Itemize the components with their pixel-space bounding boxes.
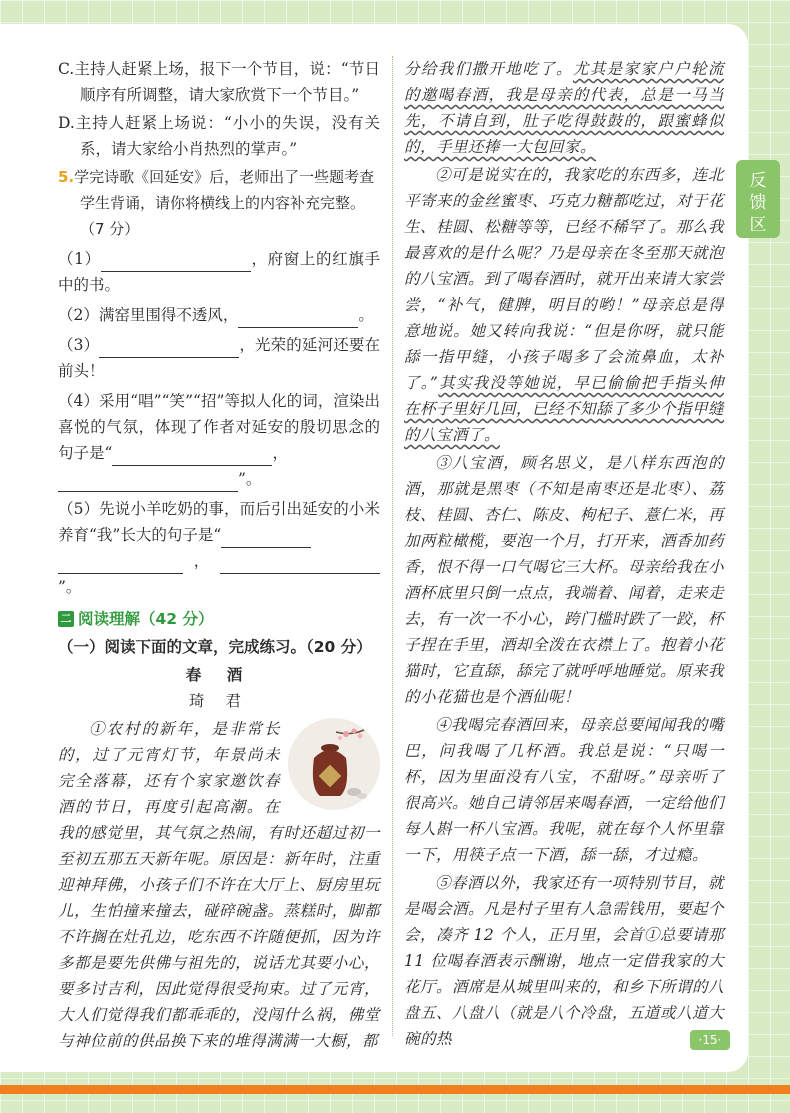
page-number: ·15· [690, 1030, 730, 1050]
paragraph-1-continued-text: 分给我们撒开地吃了。 [404, 60, 573, 78]
feedback-side-tab-label: 反馈区 [749, 171, 767, 235]
answer-blank-5c[interactable] [220, 555, 380, 574]
paragraph-1-continued [404, 56, 724, 160]
sub-question-5 [58, 496, 380, 600]
option-c: C.主持人赶紧上场，报下一个节目，说：“节日顺序有所调整，请大家欣赏下一个节目。” [58, 60, 380, 104]
section-number-icon: 二 [58, 611, 74, 627]
answer-blank-4b[interactable] [58, 473, 238, 492]
paragraph-4: ④我喝完春酒回来，母亲总要闻闻我的嘴巴，问我喝了几杯酒。我总是说：“只喝一杯，因为里面没有八宝，不甜呀。”母亲听了很高兴。她自己请邻居来喝春酒，一定给他们每人斟一杯八宝酒。我呢，就在每个人怀里靠一下，用筷子点一下酒，舔一舔，才过瘾。 [404, 716, 725, 864]
question-5 [58, 164, 380, 242]
article-author: 琦 君 [189, 692, 249, 710]
sub-question-5-text: （5）先说小羊吃奶的事，而后引出延安的小米养育“我”长大的句子是“ [58, 500, 380, 544]
paragraph-1: ①农村的新年，是非常长的，过了元宵灯节，年景尚未完全落幕，还有个家家邀饮春酒的节日，再度引起高潮。在我的感觉里，其气氛之热闹，有时还超过初一至初五那五天新年呢。原因是：新年时，注重迎神拜佛，小孩子们不许在大厅上、厨房里玩儿，生怕撞来撞去，碰碎碗盏。蒸糕时，脚都不许搁在灶孔边，吃东西不许随便抓，因为许多都是要先供佛与祖先的，说话尤其要小心，要多讨吉利，因此觉得很受拘束。过了元宵，大人们觉得我们都乖乖的，没闯什么祸，佛堂与神位前的供品换下来的堆得满满一大橱，都 [58, 720, 380, 1050]
paragraph-2-text: ②可是说实在的，我家吃的东西多，连北平寄来的金丝蜜枣、巧克力糖都吃过，对于花生、桂圆、松糖等等，已经不稀罕了。那么我最喜欢的是什么呢？乃是母亲在冬至那天就泡的八宝酒。到了喝春酒时，就开出来请大家尝尝，“补气，健脾，明目的哟！”母亲总是得意地说。她又转向我说：“但是你呀，就只能舔一指甲缝，小孩子喝多了会流鼻血，太补了。” [404, 166, 725, 392]
section-title: 阅读理解（42 分） [78, 610, 214, 628]
paragraph-2 [404, 162, 724, 448]
answer-blank-1[interactable] [101, 253, 251, 272]
sub-question-4-end: ”。 [238, 470, 262, 488]
sub-question-3 [58, 332, 380, 384]
sub-question-3-label: （3） [58, 336, 100, 354]
option-d: D.主持人赶紧上场说：“小小的失误，没有关系，请大家给小肖热烈的掌声。” [58, 114, 380, 158]
wine-jar-illustration [288, 718, 380, 810]
paragraph-3: ③八宝酒，顾名思义，是八样东西泡的酒，那就是黑枣（不知是南枣还是北枣）、荔枝、桂圆、杏仁、陈皮、枸杞子、薏仁米，再加两粒橄榄，要泡一个月，打开来，酒香加药香，恨不得一口气喝它三大杯。母亲给我在小酒杯底里只倒一点点，我端着、闻着，走来走去，有一次一不小心，跨门槛时跌了一跤，杯子捏在手里，酒却全泼在衣襟上了。抱着小花猫时，它直舔，舔完了就呼呼地睡觉。原来我的小花猫也是个酒仙呢！ [404, 454, 725, 706]
question-5-number: 5. [58, 168, 75, 186]
feedback-side-tab[interactable] [736, 160, 780, 238]
sub-question-1-text: ，府窗上的红旗手中的书。 [58, 250, 380, 294]
answer-blank-3[interactable] [99, 339, 239, 358]
sub-question-4-sep: ， [272, 444, 288, 462]
wine-jar-icon [288, 718, 380, 810]
sub-question-4-text: （4）采用“唱”“笑”“招”等拟人化的词，渲染出喜悦的气氛，体现了作者对延安的殷切思念的句子是“ [58, 392, 380, 462]
sub-question-5-end: ”。 [58, 578, 82, 596]
question-5-text: 学完诗歌《回延安》后，老师出了一些题考查学生背诵，请你将横线上的内容补充完整。（7 分） [74, 168, 375, 238]
wavy-underlined-sentence-1: 尤其是家家户户轮流的邀喝春酒，我是母亲的代表，总是一马当先，不请自到，肚子吃得鼓鼓的，跟蜜蜂似的，手里还捧一大包回家。 [404, 60, 724, 156]
sub-question-3-text: ，光荣的延河还要在前头！ [58, 336, 380, 380]
sub-question-5-sep: ， [183, 552, 220, 570]
column-divider [392, 56, 393, 1036]
wavy-underlined-sentence-2: 其实我没等她说，早已偷偷把手指头伸在杯子里好几回，已经不知舔了多少个指甲缝的八宝酒了。 [404, 374, 725, 444]
left-column [58, 56, 380, 1056]
paragraph-5: ⑤春酒以外，我家还有一项特别节目，就是喝会酒。凡是村子里有人急需钱用，要起个会，凑齐 12 个人，正月里，会首①总要请那 11 位喝春酒表示酬谢，地点一定借我家的大花厅。酒席是从城里叫来的，和乡下所谓的八盘五、八盘八（就是八个冷盘，五道或八道大碗的热 [404, 874, 725, 1048]
sub-question-2-text: （2）满窑里围得不透风， [58, 306, 239, 324]
answer-blank-5b[interactable] [58, 555, 183, 574]
sub-question-2 [58, 302, 380, 328]
right-column [404, 56, 724, 1054]
answer-blank-5a[interactable] [221, 529, 311, 548]
answer-blank-2[interactable] [238, 309, 358, 328]
sub-question-1-label: （1） [58, 250, 101, 268]
section-heading [58, 606, 380, 632]
sub-question-2-end: 。 [358, 306, 374, 324]
bottom-bar [0, 1085, 790, 1094]
article-title: 春 酒 [185, 665, 253, 684]
answer-blank-4a[interactable] [112, 447, 272, 466]
subsection-heading: （一）阅读下面的文章，完成练习。（20 分） [58, 638, 372, 656]
sub-question-4 [58, 388, 380, 492]
sub-question-1 [58, 246, 380, 298]
